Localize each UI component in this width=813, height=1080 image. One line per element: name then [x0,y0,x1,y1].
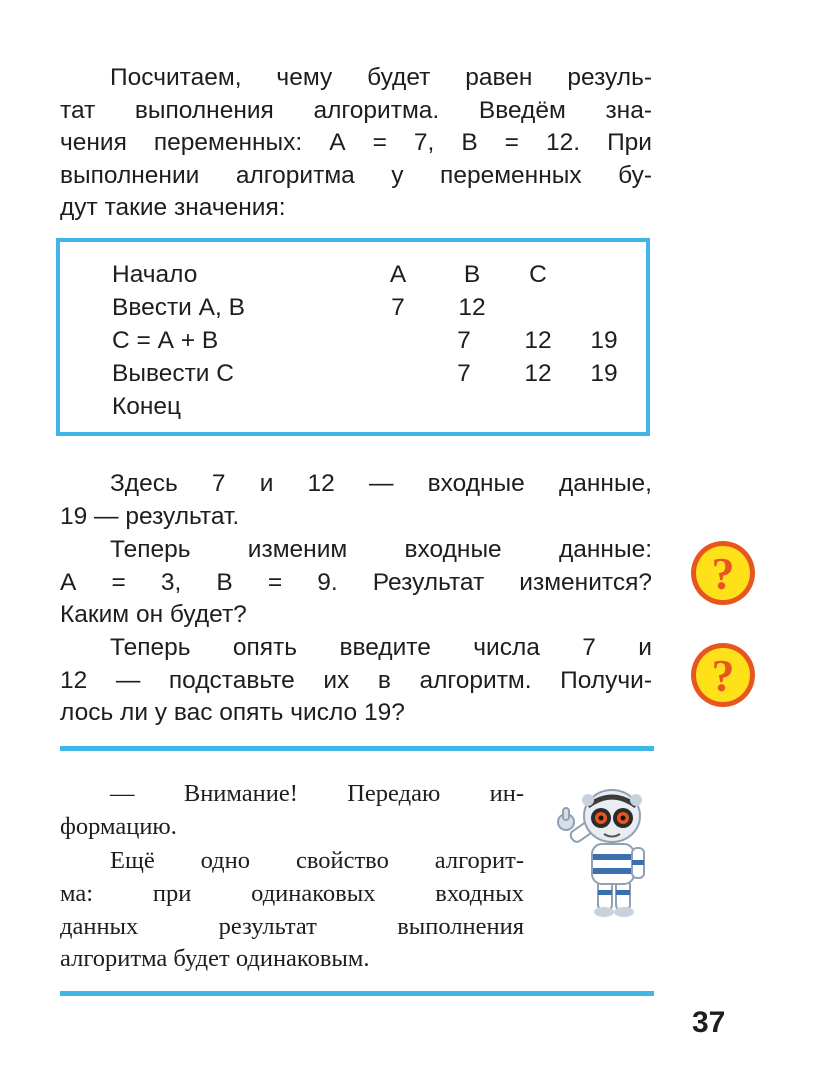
header-b: В [463,261,481,288]
text-line: Теперь изменим входные данные: [110,536,652,563]
value-c: 19 [590,327,618,354]
text-line: Ещё одно свойство алгорит- [110,847,524,874]
value-b: 12 [524,327,552,354]
svg-text:?: ? [711,548,735,599]
text-line: 12 — подставьте их в алгоритм. Получи- [60,666,652,694]
value-a: 7 [391,294,405,321]
text-line: Теперь опять введите числа 7 и [110,634,652,661]
header-a: А [389,261,407,288]
value-b: 12 [458,294,486,321]
algorithm-table [56,238,650,436]
intro-line: выполнении алгоритма у переменных бу- [60,161,652,189]
text-line: — Внимание! Передаю ин- [110,780,524,807]
intro-line: Посчитаем, чему будет равен резуль- [110,64,652,91]
header-c: С [529,261,547,288]
robot-message-1 [60,778,524,844]
intro-paragraph [60,62,652,225]
step-output: Вывести С [112,360,234,387]
robot-message-2 [60,845,524,976]
text-line: Здесь 7 и 12 — входные данные, [110,470,652,497]
text-line: алгоритма будет одинаковым. [60,945,370,973]
robot-illustration [548,782,668,922]
value-b: 12 [524,360,552,387]
text-line: формацию. [60,812,177,840]
divider-bottom [60,991,654,996]
step-compute: С = А + В [112,327,219,354]
text-line: данных результат выполнения [60,912,524,940]
step-input: Ввести А, В [112,294,245,321]
explain-paragraph-2 [60,534,652,632]
intro-line: тат выполнения алгоритма. Введём зна- [60,96,652,124]
intro-line: чения переменных: А = 7, В = 12. При [60,129,652,157]
svg-text:?: ? [711,650,735,701]
explain-paragraph-1 [60,468,652,533]
text-line: лось ли у вас опять число 19? [60,699,405,727]
divider-top [60,746,654,751]
value-c: 19 [590,360,618,387]
step-start: Начало [112,261,198,288]
text-line: ма: при одинаковых входных [60,879,524,907]
text-line: А = 3, В = 9. Результат изменится? [60,568,652,596]
value-a: 7 [457,360,471,387]
text-line: 19 — результат. [60,502,240,530]
question-icon [688,640,758,710]
value-a: 7 [457,327,471,354]
intro-line: дут такие значения: [60,194,286,222]
page-number: 37 [692,1006,726,1039]
text-line: Каким он будет? [60,601,247,629]
step-end: Конец [112,393,182,420]
explain-paragraph-3 [60,632,652,730]
question-icon [688,538,758,608]
